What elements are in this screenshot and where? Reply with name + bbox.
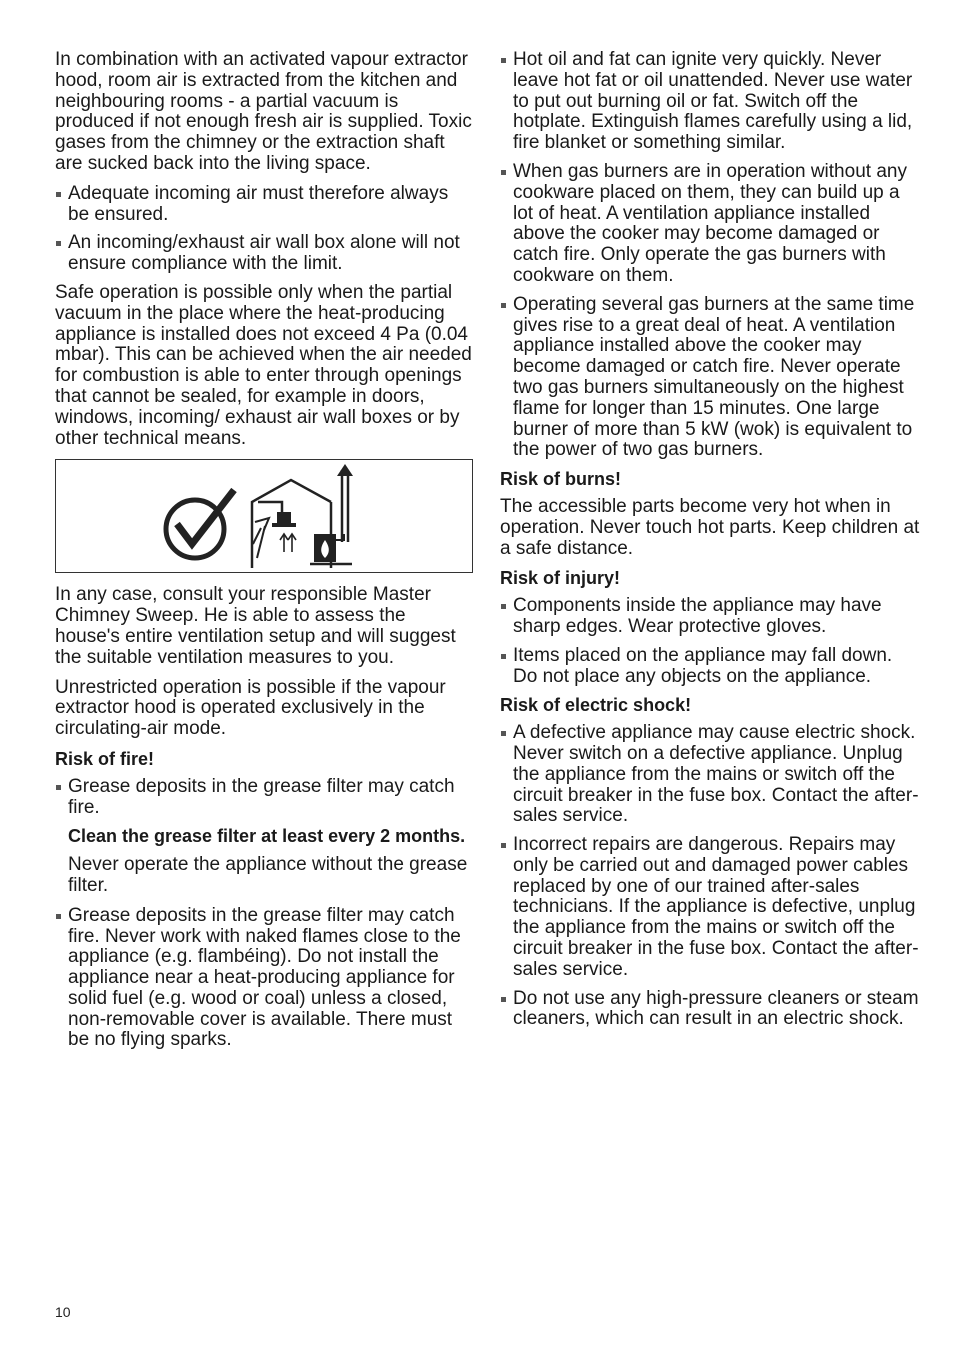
injury-list	[500, 596, 920, 687]
list-item: Incorrect repairs are dangerous. Repairs may only be carried out and damaged power cables replaced by one of our trained after-sales technicians. If the appliance is defective, unplug the appliance from the mains or switch off the circuit breaker in the fuse box. Contact the after-sales service.	[500, 835, 920, 981]
ventilation-figure	[55, 459, 473, 573]
fire-list-2	[55, 906, 473, 1052]
list-item: Components inside the appliance may have sharp edges. Wear protective gloves.	[500, 596, 920, 638]
safe-operation-paragraph: Safe operation is possible only when the partial vacuum in the place where the heat-producing appliance is installed does not exceed 4 Pa (0.04 mbar). This can be achieved when the air needed for combustion is able to enter through openings that cannot be sealed, for example in doors, windows, incoming/ exhaust air wall boxes or by other technical means.	[55, 281, 472, 449]
left-column	[55, 50, 473, 1059]
list-item: Operating several gas burners at the same time gives rise to a great deal of heat. A ventilation appliance installed above the cooker may become damaged or catch fire. Never operate two gas burners simultaneously on the highest flame for longer than 15 minutes. One large burner of more than 5 kW (wok) is equivalent to the power of two gas burners.	[500, 295, 920, 461]
right-column	[500, 50, 920, 1038]
list-item: Grease deposits in the grease filter may catch fire.	[55, 777, 473, 819]
list-item: A defective appliance may cause electric shock. Never switch on a defective appliance. Unplug the appliance from the mains or switch off the circuit breaker in the fuse box. Contact the after-sales service.	[500, 723, 920, 827]
fire-list	[55, 777, 473, 819]
list-item: When gas burners are in operation without any cookware placed on them, they can build up a lot of heat. A ventilation appliance installed above the cooker may become damaged or catch fire. Only operate the gas burners with cookware on them.	[500, 162, 920, 287]
list-item: An incoming/exhaust air wall box alone will not ensure compliance with the limit.	[55, 233, 473, 275]
list-item: Items placed on the appliance may fall down. Do not place any objects on the appliance.	[500, 646, 920, 688]
unrestricted-paragraph: Unrestricted operation is possible if the vapour extractor hood is operated exclusively in the circulating-air mode.	[55, 676, 446, 740]
fire-heading: Risk of fire!	[55, 748, 155, 769]
burns-heading: Risk of burns!	[500, 469, 622, 490]
heat-warnings-list	[500, 50, 920, 461]
house-ventilation-icon	[252, 464, 353, 568]
shock-list	[500, 723, 920, 1030]
fire-step: Clean the grease filter at least every 2 months.	[68, 826, 466, 847]
intro-paragraph: In combination with an activated vapour extractor hood, room air is extracted from the kitchen and neighbouring rooms - a partial vacuum is produced if not enough fresh air is supplied. Toxic gases from the chimney or the extraction shaft are sucked back into the living space.	[55, 49, 472, 174]
list-item: Hot oil and fat can ignite very quickly. Never leave hot fat or oil unattended. Never use water to put out burning oil or fat. Switch off the hotplate. Extinguish flames carefully using a lid, fire blanket or something similar.	[500, 50, 920, 154]
burns-paragraph: The accessible parts become very hot when in operation. Never touch hot parts. Keep children at a safe distance.	[500, 495, 920, 559]
checkmark-icon	[166, 490, 234, 558]
list-item: Do not use any high-pressure cleaners or steam cleaners, which can result in an electric shock.	[500, 989, 920, 1031]
list-item: Adequate incoming air must therefore always be ensured.	[55, 184, 473, 226]
fire-note: Never operate the appliance without the grease filter.	[68, 854, 468, 896]
consult-paragraph: In any case, consult your responsible Master Chimney Sweep. He is able to assess the house's entire ventilation setup and will suggest the suitable ventilation measures to you.	[55, 584, 456, 668]
list-item: Grease deposits in the grease filter may catch fire. Never work with naked flames close to the appliance (e.g. flambéing). Do not install the appliance near a heat-producing appliance for solid fuel (e.g. wood or coal) unless a closed, non-removable cover is available. There must be no flying sparks.	[55, 906, 473, 1052]
page-number: 10	[55, 1304, 71, 1320]
shock-heading: Risk of electric shock!	[500, 695, 692, 716]
injury-heading: Risk of injury!	[500, 568, 621, 589]
air-supply-list	[55, 184, 473, 275]
